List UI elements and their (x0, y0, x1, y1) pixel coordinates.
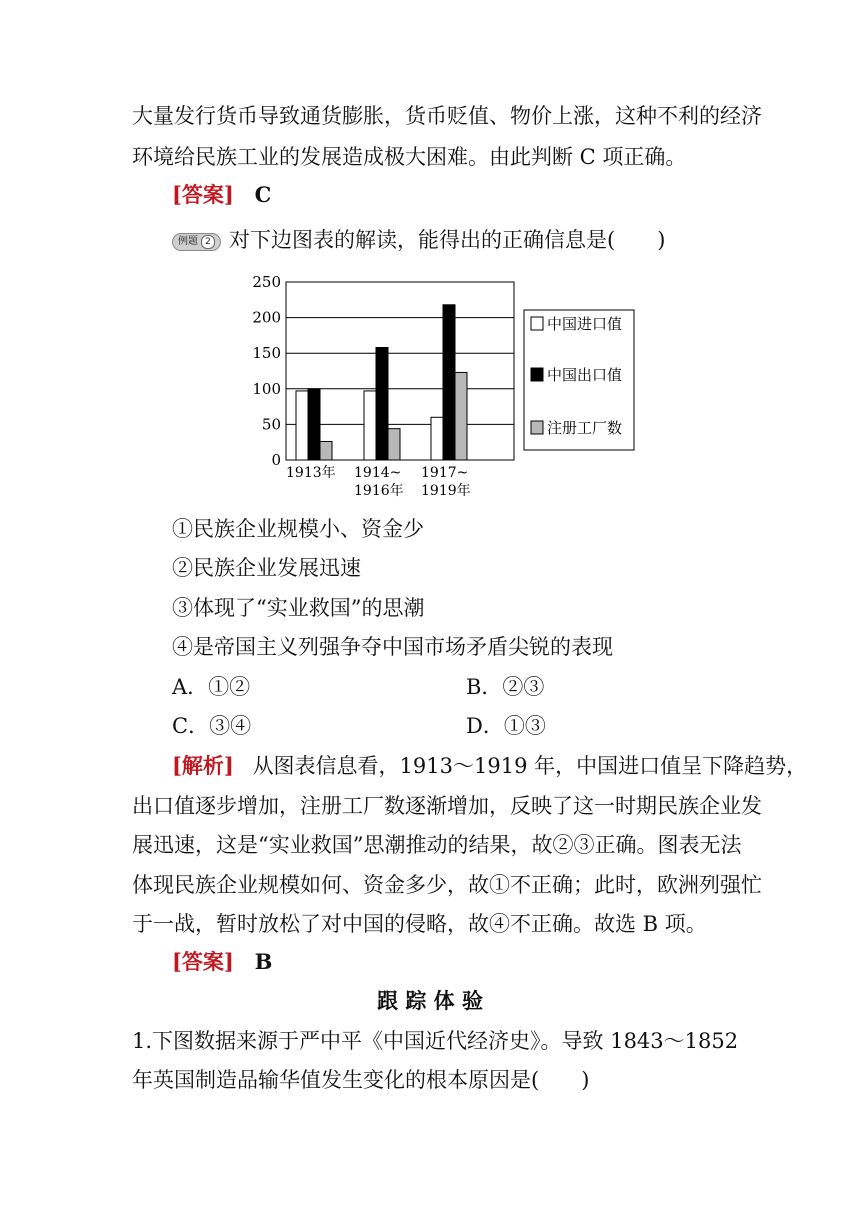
option-a[interactable]: A．①② (172, 675, 251, 699)
example-badge (172, 233, 221, 251)
statement-3: ③体现了“实业救国”的思潮 (172, 596, 425, 620)
x-tick-label: 1917~ (421, 465, 469, 481)
bar-3-2 (388, 429, 400, 460)
example-badge-number: 2 (201, 235, 215, 249)
question-text: 对下边图表的解读，能得出的正确信息是( ) (229, 228, 666, 252)
question-1-text-1: 1.下图数据来源于严中平《中国近代经济史》。导致 1843～1852 (132, 1029, 739, 1053)
legend-label: 中国进口值 (547, 315, 623, 333)
y-tick-label: 100 (252, 379, 281, 398)
bar-2-3 (443, 305, 455, 460)
example-2-question (172, 226, 860, 254)
analysis-tag: [解析] (172, 753, 234, 778)
question-1-line-2: 年英国制造品输华值发生变化的根本原因是( ) (132, 1068, 590, 1092)
analysis-line-5: 于一战，暂时放松了对中国的侵略，故④不正确。故选 B 项。 (132, 912, 707, 936)
legend-swatch-2 (531, 368, 543, 381)
statement-4: ④是帝国主义列强争夺中国市场矛盾尖锐的表现 (172, 635, 613, 659)
bar-3-3 (455, 372, 467, 460)
analysis-line-1 (172, 752, 860, 780)
example-badge-text: 例题 (178, 236, 198, 247)
x-tick-label: 1916年 (354, 483, 404, 499)
bar-3-1 (320, 441, 332, 460)
answer-1 (172, 181, 860, 209)
x-tick-label: 1913年 (286, 465, 336, 481)
bar-2-1 (308, 389, 320, 460)
intro-line-1: 大量发行货币导致通货膨胀，货币贬值、物价上涨，这种不利的经济 (132, 104, 762, 128)
legend-label: 中国出口值 (547, 366, 623, 384)
answer-2 (172, 948, 860, 976)
legend-swatch-3 (531, 421, 543, 434)
analysis-text-1: 从图表信息看，1913～1919 年，中国进口值呈下降趋势， (252, 754, 808, 778)
section-title: 跟 踪 体 验 (377, 988, 483, 1013)
legend-swatch-1 (531, 317, 543, 330)
y-tick-label: 250 (252, 273, 281, 291)
bar-2-2 (376, 348, 388, 460)
y-tick-label: 50 (261, 415, 281, 434)
option-c[interactable]: C．③④ (172, 714, 252, 738)
y-tick-label: 200 (252, 308, 281, 327)
y-tick-label: 0 (271, 451, 281, 469)
analysis-line-2: 出口值逐步增加，注册工厂数逐渐增加，反映了这一时期民族企业发 (132, 794, 762, 818)
bar-1-1 (296, 391, 308, 460)
answer-value-2: B (254, 949, 273, 974)
bar-1-3 (431, 417, 443, 460)
analysis-line-3: 展迅速，这是“实业救国”思潮推动的结果，故②③正确。图表无法 (132, 833, 742, 857)
x-tick-label: 1919年 (421, 483, 471, 499)
answer-value: C (254, 182, 272, 207)
option-d[interactable]: D．①③ (466, 714, 546, 738)
bar-1-2 (364, 391, 376, 460)
option-b[interactable]: B．②③ (466, 675, 545, 699)
analysis-line-4: 体现民族企业规模如何、资金多少，故①不正确；此时，欧洲列强忙 (132, 873, 762, 897)
answer-tag-2: [答案] (172, 949, 234, 974)
statement-2: ②民族企业发展迅速 (172, 556, 361, 580)
statement-1: ①民族企业规模小、资金少 (172, 517, 424, 541)
y-tick-label: 150 (252, 344, 281, 363)
legend-label: 注册工厂数 (547, 419, 623, 437)
bar-chart (250, 268, 650, 500)
question-1-line-1 (132, 1027, 860, 1055)
intro-line-2: 环境给民族工业的发展造成极大困难。由此判断 C 项正确。 (132, 145, 687, 169)
answer-tag: [答案] (172, 182, 234, 207)
x-tick-label: 1914~ (354, 465, 402, 481)
